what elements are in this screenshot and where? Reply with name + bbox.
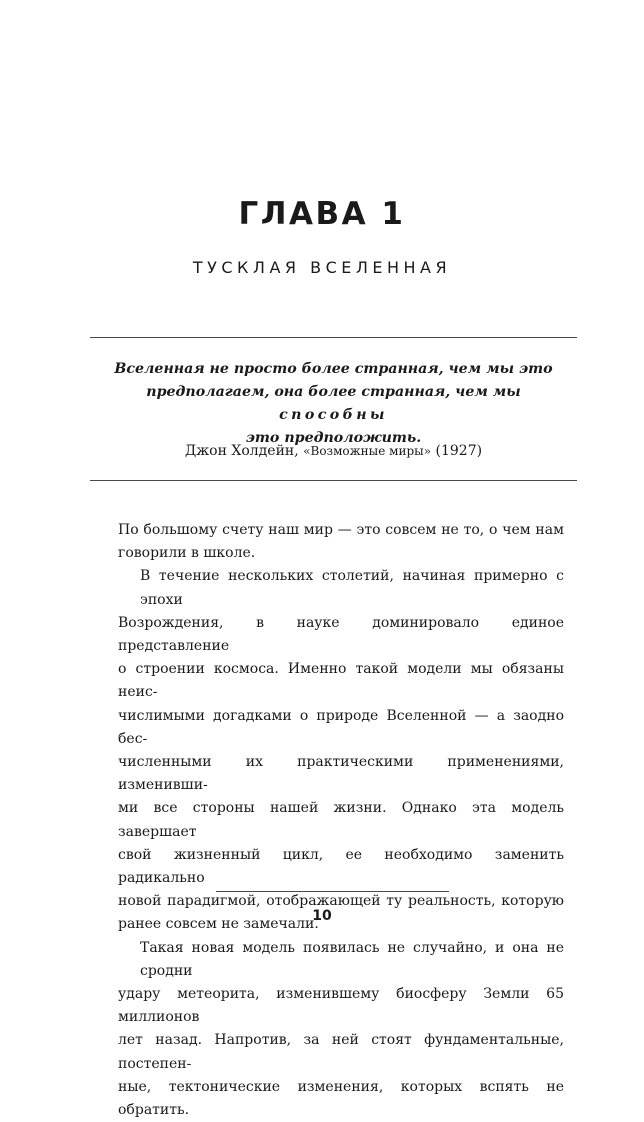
epigraph-line	[90, 381, 577, 427]
body-line: ные, тектонические изменения, которых вспять не обратить.	[118, 1078, 564, 1119]
epigraph-attribution	[90, 441, 577, 461]
body-line: В течение нескольких столетий, начиная примерно с эпохи	[140, 568, 564, 608]
body-line: Возрождения, в науке доминировало единое представление	[118, 614, 564, 655]
body-line: лет назад. Напротив, за ней стоят фундаментальные, постепен-	[118, 1032, 564, 1072]
epigraph-top-rule	[90, 337, 577, 338]
body-line: новой парадигмой, отображающей ту реальность, которую	[118, 893, 564, 910]
body-line: удару метеорита, изменившему биосферу Земли 65 миллионов	[118, 986, 564, 1026]
page-number: 10	[312, 908, 332, 924]
epigraph-line: это предположить.	[245, 430, 422, 446]
body-line: ми все стороны нашей жизни. Однако эта модель завершает	[118, 800, 564, 840]
body-line: По большому счету наш мир — это совсем не то, о чем нам	[118, 522, 564, 538]
body-line: численными их практическими применениями, изменивши-	[118, 754, 564, 794]
chapter-subtitle: ТУСКЛАЯ ВСЕЛЕННАЯ	[192, 258, 452, 277]
attribution-year: (1927)	[431, 443, 483, 459]
epigraph-bottom-rule	[90, 480, 577, 481]
epigraph-emphasis: способны	[279, 407, 388, 423]
epigraph-line: Вселенная не просто более странная, чем мы это	[114, 361, 553, 377]
body-line: свой жизненный цикл, ее необходимо заменить радикально	[118, 846, 564, 887]
attribution-work: «Возможные миры»	[303, 444, 432, 458]
body-line: числимыми догадками о природе Вселенной — а заодно бес-	[118, 707, 564, 747]
attribution-author: Джон Холдейн,	[184, 443, 304, 459]
body-line: о строении космоса. Именно такой модели мы обязаны неис-	[118, 661, 564, 701]
chapter-heading: ГЛАВА 1	[238, 196, 406, 232]
body-line: говорили в школе.	[118, 545, 256, 562]
body-text	[118, 519, 564, 1122]
body-line: ранее совсем не замечали.	[118, 916, 319, 933]
epigraph-text: предполагаем, она более странная, чем мы	[146, 384, 521, 400]
epigraph-quote	[90, 358, 577, 450]
body-line: Такая новая модель появилась не случайно, и она не сродни	[140, 939, 564, 979]
footer-rule	[216, 891, 449, 892]
